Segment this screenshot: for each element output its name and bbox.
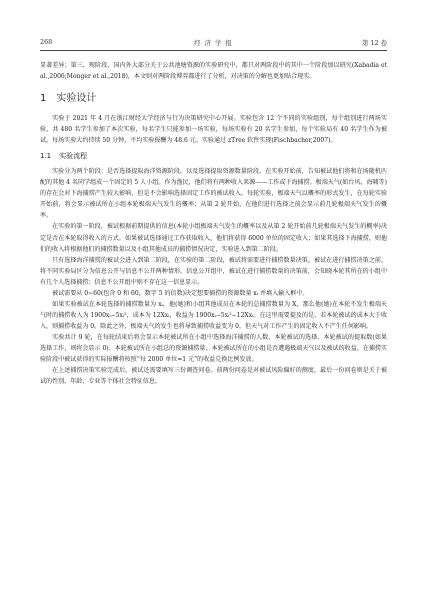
section-paragraph: 实验于 2021 年 4 月在浙江财经大学经济与行为决策研究中心开展。实验包含 12 个不同的实验组别，每个组别进行两场实验，共 480 名学生参加了本次实验，每名学生只能参加一场实验，每场实验有 20 名学生参加，每个实验局有 40 名学生作为被试。每场实验大约持续 50 分钟，平均实验报酬为 48.6 元。实验通过 zTree 软件实现(Fischbacher,2007)。 — [40, 115, 387, 145]
section-heading — [40, 91, 387, 107]
section-title: 实验设计 — [56, 93, 97, 105]
section-number: 1 — [40, 93, 47, 105]
page-header — [40, 38, 387, 48]
subsection-heading — [40, 150, 387, 162]
body-paragraph: 在上述捕捞决策实验完成后，被试还需要填写三份调查问卷。前两份问卷是对被试风险偏好的测度，最后一份问卷则是关于被试的性别、年龄、专业等个体社会特征信息。 — [40, 367, 387, 386]
header-rule — [40, 50, 387, 51]
body-paragraph: 实验共计 9 轮，在每轮结束后将会显示本轮被试所在小组中选择海洋捕捞的人数、本轮被试的选择、本轮被试的提取数(如果选择工作，则将会显示 0)、本轮被试所在小组总的资源捕捞量、本轮被试所在的小组是否遭遇极端天气以及被试的收益。在捕捞实验阶段中被试获得的实际报酬将按照“每 2000 单位=1 元”的收益兑换比例发放。 — [40, 333, 387, 364]
subsection-number: 1.1 — [40, 152, 52, 161]
journal-title: 经 济 学 报 — [194, 39, 233, 47]
volume-label: 第 12 卷 — [362, 39, 387, 47]
body-paragraph: 只有选择海洋捕捞的被试会进入到第二阶段，在实验的第二阶段，被试将需要进行捕捞数量决策。被试在进行捕捞决策之前，将不同实验局区分为信息公开与信息不公开两种情形。信息公开组中，被试在进行捕捞数量的决策前，会知晓本轮其所在的小组中有几个人选择捕捞；信息不公开组中则不存在这一信息显示。 — [40, 256, 387, 286]
body-paragraph: 被试需要从 0~60(包含 0 和 60，数字 5 的倍数)决定想要捕捞的资源数量 xᵢ 并填入输入框中。 — [52, 289, 309, 297]
body-paragraph: 实验分为两个阶段：是否选择提取海洋资源阶段，以及选择提取资源数量阶段。在实验开始前，告知被试他们将和在场随机匹配的其他 4 名同学组成一个固定的 5 人小组。作为渔民，他们将有两种收入来源——工作或下海捕捞。极端天气(如台风、海啸等)的存在会对下海捕捞产生较大影响，但是不会影响选择固定工作的被试收入。每轮实验，极端天气以概率的形式发生，在每轮实验开始前，将会显示被试所在小组本轮极端天气发生的概率；从第 2 轮开始，在他们进行选择之前会显示前几轮极端天气发生的概率。 — [40, 168, 387, 220]
main-content — [40, 60, 387, 387]
subsection-title: 实验流程 — [59, 152, 88, 161]
body-paragraph: 如果实验被试在本轮选择的捕捞数量为 xᵢ，他(她)和小组其他成员在本轮的总捕捞数量为 X，那么他(她)在本轮不发生极端天气时的捕捞收入为 1900xᵢ−5xᵢ²，成本为 12Xxᵢ，收益为 1900xᵢ−5xᵢ²−12Xxᵢ。在这里需要提及的是，若本轮被试的成本大于收入，则捕捞收益为 0。除此之外，极端天气的发生也将导致捕捞收益变为 0，但天气对工作产生的固定收入不产生任何影响。 — [40, 300, 387, 330]
page-number: 268 — [40, 38, 53, 46]
intro-paragraph: 显著差异；第三，现阶段，国内外大部分关于公共池塘资源的实验研究中，都只对两阶段中的其中一个阶段加以研究(Xabadia et al.,2006;Monger et al.,2018)，本文则对两阶段博弈都进行了分析，对决策的分解也更加贴合现实。 — [40, 62, 387, 81]
body-paragraph: 在实验的第一阶段，被试根据前期提供的信息(本轮小组极端天气发生的概率以及从第 2 轮开始前几轮极端天气发生的概率)决定是否在本轮取得收入的方式。如果被试选择通过工作获取收入，他们将获得 6000 单位的固定收入；如果其选择下海捕捞，则他们的收入将根据他们的捕捞数量以及小组其他成员的捕捞情况决定，实验进入到第二阶段。 — [40, 223, 387, 253]
